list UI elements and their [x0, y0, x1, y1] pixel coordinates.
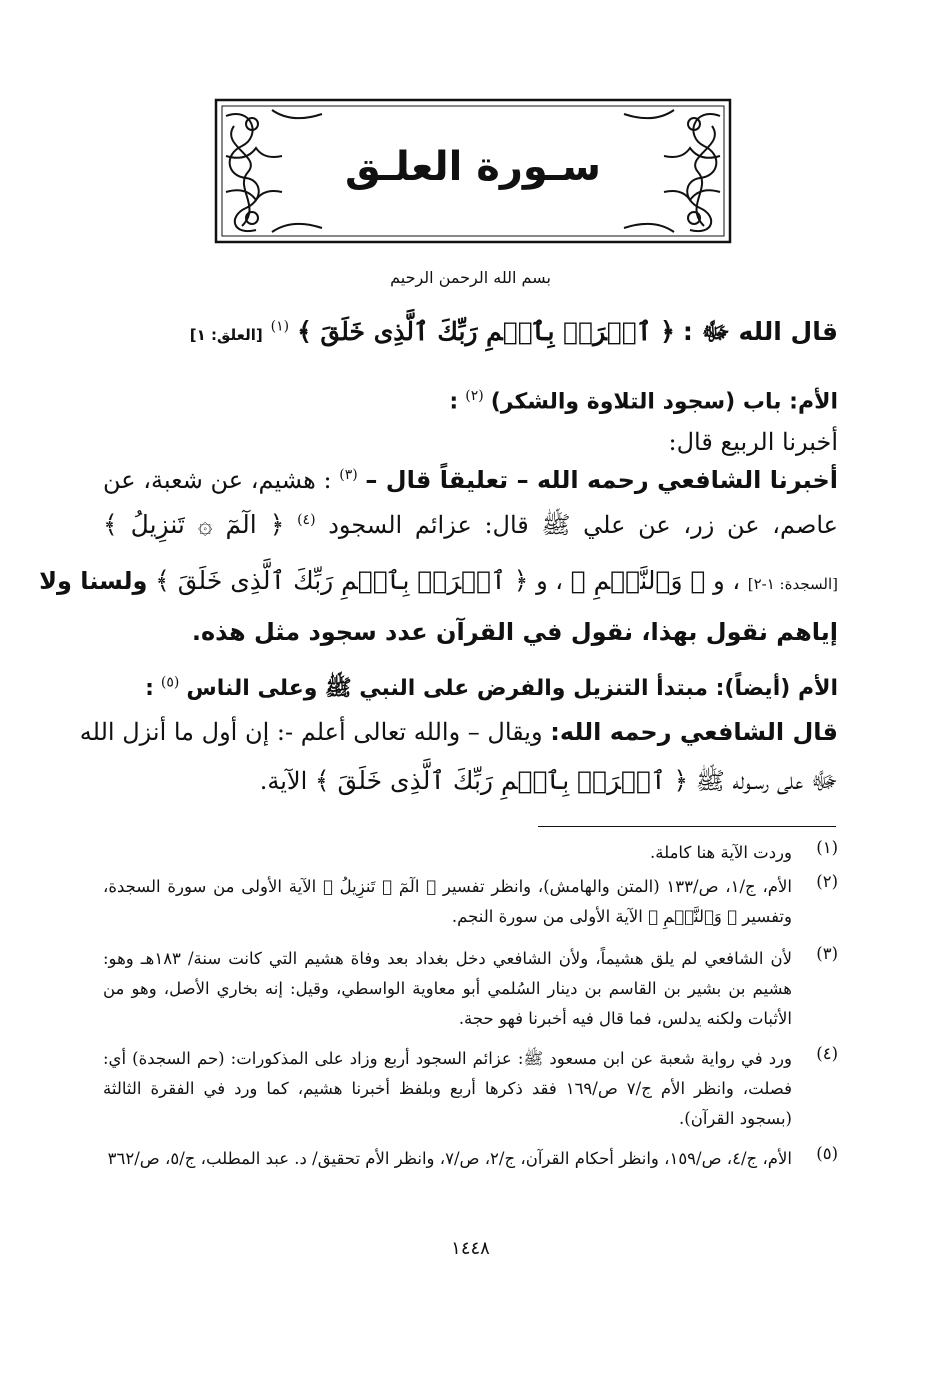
footnote-5-text: الأم، ج/٤، ص/١٥٩، وانظر أحكام القرآن، ج/٢، ص/٧، وانظر الأم تحقيق/ د. عبد المطلب، ج/٥، ص/٣٦٢ [107, 1149, 792, 1168]
body1-line2-bold: أخبرنا الشافعي رحمه الله – تعليقاً قال – [365, 466, 838, 494]
body2-line2 [260, 766, 838, 801]
body1-line3-text: عاصم، عن زر، عن علي ﷺ قال: عزائم السجود [328, 511, 838, 539]
surah-title: سـورة العلـق [344, 144, 601, 190]
footnote-1-number: (١) [816, 838, 838, 857]
note-ref-3: (٣) [339, 467, 358, 483]
footnote-5-number: (٥) [816, 1144, 838, 1163]
footnote-divider [538, 826, 836, 827]
footnote-3-number: (٣) [816, 944, 838, 963]
body1-line4-citation: [السجدة: ١-٢] [747, 575, 838, 593]
opening-prefix: قال الله ﷻ : [682, 317, 838, 346]
opening-verse-line [190, 316, 838, 353]
surah-title-frame [212, 96, 734, 246]
note-ref-4: (٤) [297, 512, 316, 528]
note-ref-5: (٥) [160, 674, 180, 691]
body1-line4-verse-2: ﴿ ٱقۡرَأۡ بِٱسۡمِ رَبِّكَ ٱلَّذِى خَلَقَ ﴾ [155, 566, 529, 595]
body1-line4-rest: ولسنا ولا [39, 567, 148, 595]
section-heading-1 [449, 388, 838, 414]
body2-line2-verse: ﴿ ٱقۡرَأۡ بِٱسۡمِ رَبِّكَ ٱلَّذِى خَلَقَ ﴾ [314, 766, 689, 795]
body2-line2-rest: الآية. [259, 767, 308, 795]
body1-line4 [39, 566, 838, 595]
body2-line1-rest: ويقال – والله تعالى أعلم -: إن أول ما أنزل الله [79, 718, 543, 746]
footnote-3-text: لأن الشافعي لم يلق هشيماً، ولأن الشافعي دخل بغداد بعد وفاة هشيم التي كانت سنة/ ١٨٣هـ وهو: هشيم بن بشير بن القاسم بن دينار السُلمي أبو معاوية الواسطي، وقيل: إنه بخاري الأصل، وهو من الأثبات ولكنه يدلس، فما قال فيه أخبرنا فهو حجة. [103, 949, 792, 1028]
body1-line4-and-2: ، و [536, 567, 564, 595]
body2-line2-pre: ﷻ على رسـوله ﷺ [695, 767, 838, 795]
footnote-5 [103, 1144, 838, 1174]
section-heading-1-text: الأم: باب (سجود التلاوة والشكر) [490, 389, 838, 415]
footnote-4-number: (٤) [816, 1044, 838, 1063]
body1-line1 [669, 428, 838, 456]
body1-line4-verse-1: ﴿ وَٱلنَّجۡمِ ﴾ [570, 566, 706, 595]
body1-line2 [103, 466, 838, 494]
footnote-2-text: الأم، ج/١، ص/١٣٣ (المتن والهامش)، وانظر تفسير ﴿ الٓمٓ ۞ تَنزِيلُ ﴾ الآية الأولى من سورة السجدة، وتفسير ﴿ وَٱلنَّجۡمِ ﴾ الآية الأولى من سورة النجم. [103, 877, 793, 926]
body1-line5 [192, 618, 838, 646]
footnote-1 [103, 838, 838, 868]
section-heading-2-colon: : [145, 676, 154, 701]
footnote-4-text: ورد في رواية شعبة عن ابن مسعود ﷺ: عزائم السجود أربع وزاد على المذكورات: (حم السجدة) أي: فصلت، وانظر الأم ج/٧ ص/١٦٩ فقد ذكرها أربع وبلفظ أخبرنا هشيم، كما ورد في الفقرة الثالثة (بسجود القرآن). [103, 1049, 792, 1128]
body2-line1-bold: قال الشافعي رحمه الله: [550, 718, 838, 746]
body1-line4-and-1: ، و [713, 567, 741, 595]
body1-line5-text: إياهم نقول بهذا، نقول في القرآن عدد سجود مثل هذه. [191, 618, 838, 646]
basmala: بسم الله الرحمن الرحيم [390, 268, 551, 287]
footnote-3 [103, 944, 838, 1034]
opening-citation: [العلق: ١] [189, 326, 263, 344]
footnote-1-text: وردت الآية هنا كاملة. [650, 843, 792, 862]
note-ref-1: (١) [270, 318, 290, 335]
body1-line3 [103, 510, 838, 545]
opening-verse: ﴿ ٱقۡرَأۡ بِٱسۡمِ رَبِّكَ ٱلَّذِى خَلَقَ ﴾ [297, 317, 675, 346]
body1-line3-verse: ﴿ الٓمٓ ۞ تَنزِيلُ ﴾ [103, 510, 285, 539]
body1-line2-rest: : هشيم، عن شعبة، عن [103, 466, 332, 494]
page-number: ١٤٤٨ [451, 1238, 490, 1259]
footnote-2-number: (٢) [816, 872, 838, 891]
section-heading-1-colon: : [449, 389, 459, 415]
note-ref-2: (٢) [465, 388, 484, 404]
section-heading-2-text: الأم (أيضاً): مبتدأ التنزيل والفرض على النبي ﷺ وعلى الناس [186, 676, 838, 701]
body1-line1-text: أخبرنا الربيع قال: [668, 428, 838, 456]
footnote-2 [103, 872, 838, 932]
footnote-4 [103, 1044, 838, 1134]
section-heading-2 [145, 674, 838, 706]
body2-line1 [79, 718, 838, 746]
